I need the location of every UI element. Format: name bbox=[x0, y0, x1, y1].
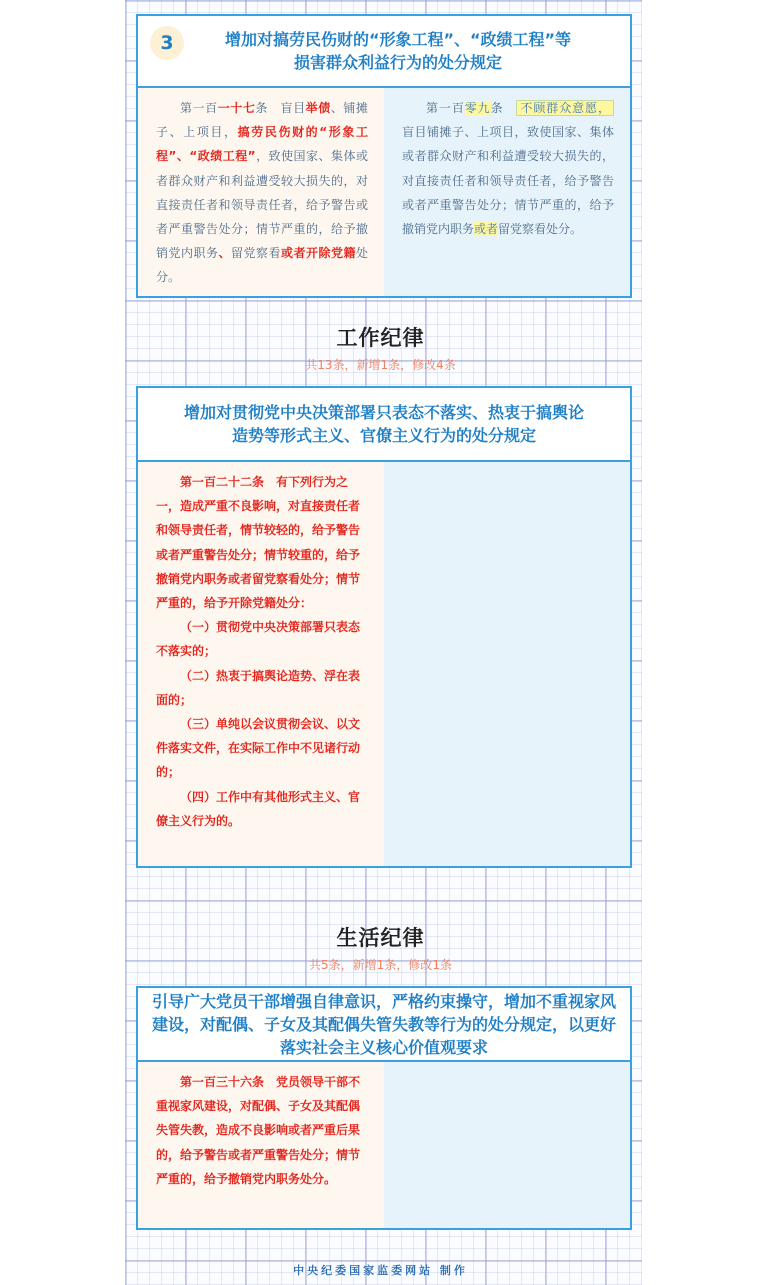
life-header-line1: 引导广大党员干部增强自律意识，严格约束操守，增加不重视家风 bbox=[151, 991, 616, 1011]
new-art-highlight: 或者开除党籍 bbox=[280, 246, 356, 261]
section3-header bbox=[136, 14, 632, 88]
work-article-text: 第一百二十二条 有下列行为之一，造成严重不良影响，对直接责任者和领导责任者，情节较轻的，给予警告或者严重警告处分；情节较重的，给予撤销党内职务或者留党察看处分；情节严重的，给予开除党籍处分： bbox=[156, 475, 361, 611]
work-new-article-column bbox=[138, 462, 384, 866]
work-discipline-title: 工作纪律 bbox=[336, 326, 425, 350]
old-art-text: 留党察看处分。 bbox=[498, 222, 583, 237]
new-article-column bbox=[138, 88, 384, 296]
new-art-highlight: 举债 bbox=[305, 101, 331, 115]
work-item: （三）单纯以会议贯彻会议、以文件落实文件，在实际工作中不见诸行动的； bbox=[156, 717, 361, 780]
life-article-text: 第一百三十六条 党员领导干部不重视家风建设，对配偶、子女及其配偶失管失教，造成不良影响或者严重后果的，给予警告或者严重警告处分；情节严重的，给予撤销党内职务处分。 bbox=[156, 1075, 361, 1186]
life-header-line2: 建设，对配偶、子女及其配偶失管失教等行为的处分规定，以更好 bbox=[151, 1014, 616, 1034]
new-art-text: 处分。 bbox=[156, 246, 368, 285]
section3-title-line1: 增加对搞劳民伤财的“形象工程”、“政绩工程”等 bbox=[224, 30, 572, 49]
section-number-badge: 3 bbox=[150, 26, 184, 60]
work-item: （一）贯彻党中央决策部署只表态不落实的； bbox=[156, 620, 361, 659]
life-new-article-column bbox=[138, 1062, 384, 1228]
new-art-number: 一十七 bbox=[217, 101, 256, 115]
life-discipline-subtitle: 共5条，新增1条，修改1条 bbox=[309, 958, 452, 972]
work-item: （四）工作中有其他形式主义、官僚主义行为的。 bbox=[156, 789, 361, 828]
section3-title-line2: 损害群众利益行为的处分规定 bbox=[293, 53, 502, 72]
new-art-highlight: 、 bbox=[218, 246, 231, 261]
life-discipline-title: 生活纪律 bbox=[336, 926, 425, 950]
new-art-text: 第一百 bbox=[180, 101, 218, 115]
old-article-column bbox=[384, 88, 630, 296]
work-discipline-subtitle: 共13条，新增1条，修改4条 bbox=[305, 358, 456, 372]
new-art-text: 、铺摊子、上项目， bbox=[156, 101, 368, 140]
old-art-text: 盲目铺摊子、上项目，致使国家、集体或者群众财产和利益遭受较大损失的，对直接责任者和领导责任者，给予警告或者严重警告处分；情节严重的，给予撤销党内职务 bbox=[402, 125, 614, 237]
footer-credit: 中央纪委国家监委网站 制作 bbox=[293, 1264, 468, 1277]
new-art-text: ，致使国家、集体或者群众财产和利益遭受较大损失的，对直接责任者和领导责任者，给予警告或者严重警告处分；情节严重的，给予撤销党内职务 bbox=[156, 149, 368, 261]
work-header-line2: 造势等形式主义、官僚主义行为的处分规定 bbox=[231, 426, 536, 445]
old-art-highlight: 不顾群众意愿， bbox=[516, 100, 614, 116]
old-art-text: 条 bbox=[490, 101, 517, 115]
life-header-line3: 落实社会主义核心价值观要求 bbox=[279, 1037, 488, 1057]
work-compare-columns bbox=[136, 462, 632, 868]
section3-card bbox=[136, 14, 632, 298]
new-art-highlight: 搞劳民伤财的“形象工程”、“政绩工程” bbox=[156, 125, 368, 164]
section3-compare-columns bbox=[136, 88, 632, 298]
new-art-text: 条 盲目 bbox=[255, 101, 306, 115]
work-item: （二）热衷于搞舆论造势、浮在表面的； bbox=[156, 668, 361, 707]
work-card bbox=[136, 386, 632, 868]
old-art-text: 第一百 bbox=[426, 101, 465, 115]
work-header bbox=[136, 386, 632, 462]
life-old-article-column-empty bbox=[384, 1062, 630, 1228]
life-header bbox=[136, 986, 632, 1062]
work-old-article-column-empty bbox=[384, 462, 630, 866]
new-art-text: 留党察看 bbox=[230, 246, 281, 261]
old-art-highlight: 或者 bbox=[474, 222, 499, 237]
life-compare-columns bbox=[136, 1062, 632, 1230]
life-card bbox=[136, 986, 632, 1230]
old-art-number: 零九 bbox=[464, 101, 491, 115]
work-header-line1: 增加对贯彻党中央决策部署只表态不落实、热衷于搞舆论 bbox=[183, 403, 584, 422]
